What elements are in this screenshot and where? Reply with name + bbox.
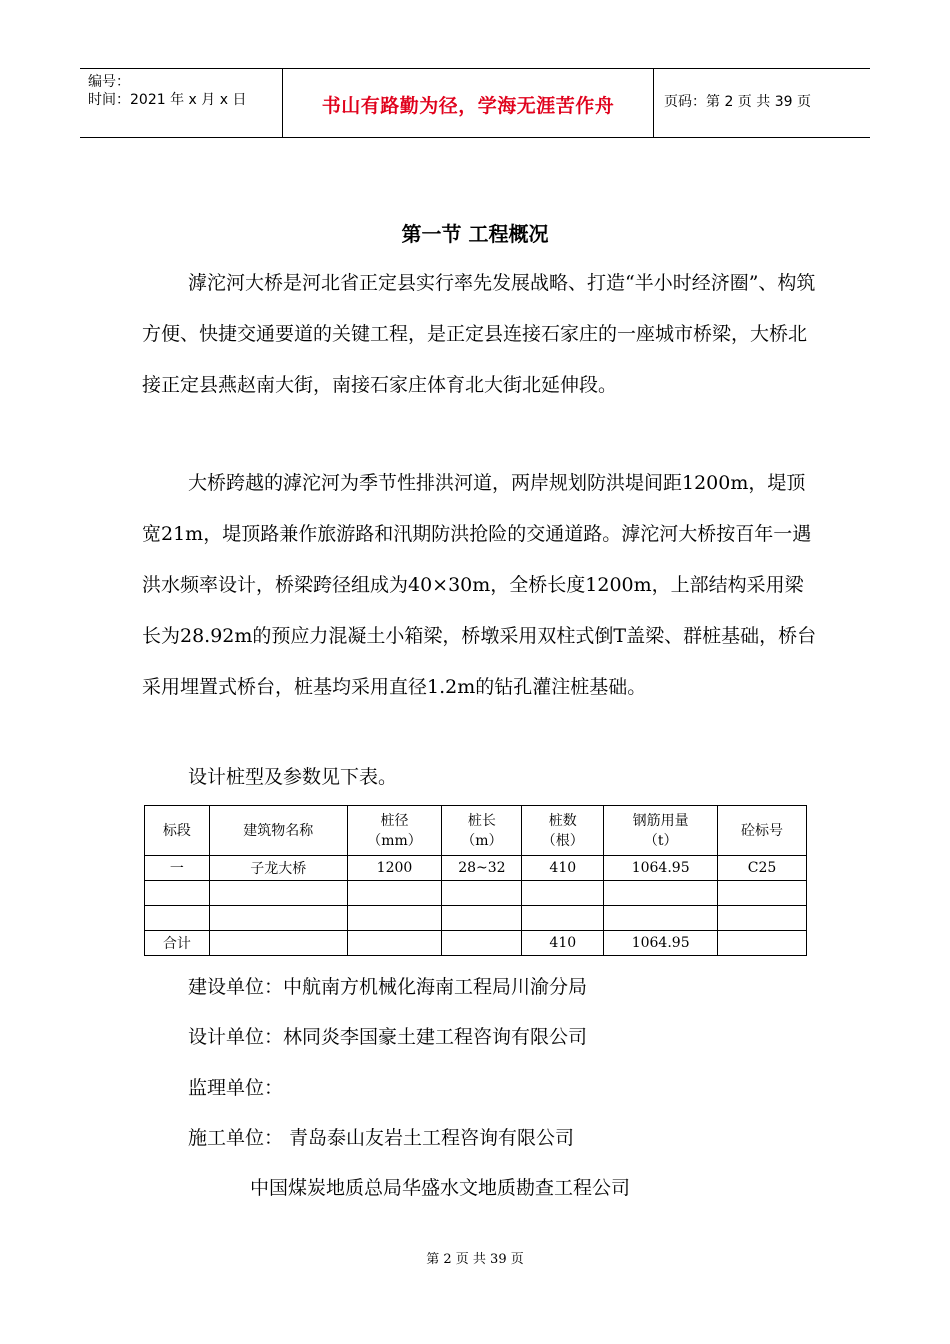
table-cell: 410	[522, 931, 604, 956]
table-cell: 410	[522, 856, 604, 881]
contractor-unit: 施工单位： 青岛泰山友岩土工程咨询有限公司	[188, 1127, 575, 1149]
header-cell-building: 建筑物名称	[209, 806, 347, 856]
header-motto-cell	[282, 69, 654, 137]
header-cell-diameter: 桩径 （mm）	[347, 806, 442, 856]
table-cell	[145, 906, 210, 931]
table-cell: 1200	[347, 856, 442, 881]
table-cell	[347, 881, 442, 906]
table-cell	[522, 906, 604, 931]
table-cell	[718, 906, 807, 931]
table-cell	[718, 931, 807, 956]
construction-unit: 建设单位：中航南方机械化海南工程局川渝分局	[188, 976, 588, 998]
table-cell	[209, 931, 347, 956]
table-cell	[442, 906, 522, 931]
header-meta-cell	[80, 69, 282, 137]
header-cell-count: 桩数 （根）	[522, 806, 604, 856]
table-cell: 1064.95	[604, 931, 718, 956]
table-cell	[604, 881, 718, 906]
table-cell	[347, 931, 442, 956]
page-info: 页码：第 2 页 共 39 页	[664, 94, 811, 110]
document-header	[80, 68, 870, 138]
table-header-row	[145, 806, 807, 856]
table-cell	[442, 931, 522, 956]
header-cell-concrete: 砼标号	[718, 806, 807, 856]
table-cell	[145, 881, 210, 906]
header-page-cell	[654, 69, 870, 137]
paragraph-overview: 滹沱河大桥是河北省正定县实行率先发展战略、打造“半小时经济圈”、构筑方便、快捷交通要道的关键工程，是正定县连接石家庄的一座城市桥梁，大桥北接正定县燕赵南大街，南接石家庄体育北大街北延伸段。	[142, 272, 816, 396]
table-cell	[604, 906, 718, 931]
page-footer: 第 2 页 共 39 页	[426, 1252, 524, 1267]
contractor-unit-second: 中国煤炭地质总局华盛水文地质勘查工程公司	[250, 1177, 631, 1199]
table-cell	[209, 881, 347, 906]
table-cell	[347, 906, 442, 931]
table-cell: 28~32	[442, 856, 522, 881]
number-label: 编号：	[88, 74, 130, 90]
table-intro: 设计桩型及参数见下表。	[188, 766, 398, 788]
header-cell-length: 桩长 （m）	[442, 806, 522, 856]
table-cell	[442, 881, 522, 906]
header-cell-steel: 钢筋用量 （t）	[604, 806, 718, 856]
section-title: 第一节 工程概况	[401, 222, 549, 246]
table-cell	[522, 881, 604, 906]
design-unit: 设计单位：林同炎李国豪土建工程咨询有限公司	[188, 1026, 588, 1048]
table-cell: 一	[145, 856, 210, 881]
table-row	[145, 881, 807, 906]
table-cell: 子龙大桥	[209, 856, 347, 881]
time-label: 时间：2021 年 x 月 x 日	[88, 92, 247, 108]
table-cell	[718, 881, 807, 906]
table-cell	[209, 906, 347, 931]
table-cell: 合计	[145, 931, 210, 956]
supervision-unit: 监理单位：	[188, 1077, 284, 1099]
table-cell: C25	[718, 856, 807, 881]
paragraph-design: 大桥跨越的滹沱河为季节性排洪河道，两岸规划防洪堤间距1200m，堤顶宽21m，堤顶路兼作旅游路和汛期防洪抢险的交通道路。滹沱河大桥按百年一遇洪水频率设计，桥梁跨径组成为40×30m，全桥长度1200m，上部结构采用梁长为28.92m的预应力混凝土小箱梁，桥墩采用双柱式倒T盖梁、群桩基础，桥台采用埋置式桥台，桩基均采用直径1.2m的钻孔灌注桩基础。	[142, 472, 817, 698]
header-cell-section: 标段	[145, 806, 210, 856]
motto-text: 书山有路勤为径，学海无涯苦作舟	[321, 95, 615, 117]
table-cell: 1064.95	[604, 856, 718, 881]
table-row	[145, 906, 807, 931]
table-total-row	[145, 931, 807, 956]
pile-parameter-table	[144, 805, 807, 956]
table-row	[145, 856, 807, 881]
